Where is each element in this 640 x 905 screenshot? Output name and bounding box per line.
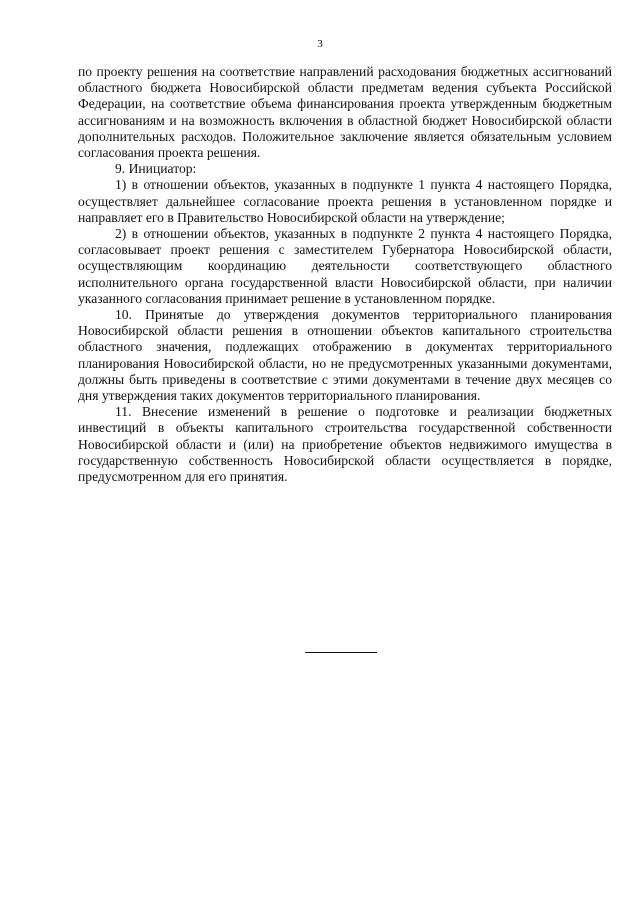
page-number: 3 [317, 38, 323, 50]
paragraph-clause-10: 10. Принятые до утверждения документов территориального планирования Новосибирской области решения в отношении объектов капитального строительства областного значения, подлежащих отображению в документах территориального планирования Новосибирской области, но не предусмотренных указанными документами, должны быть приведены в соответствие с этими документами в течение двух месяцев со дня утверждения таких документов территориального планирования. [78, 307, 612, 404]
paragraph-clause-9-item-1: 1) в отношении объектов, указанных в подпункте 1 пункта 4 настоящего Порядка, осуществляет дальнейшее согласование проекта решения в установленном порядке и направляет его в Правительство Новосибирской области на утверждение; [78, 177, 612, 225]
end-of-document-rule [305, 652, 377, 653]
paragraph-clause-9-item-2: 2) в отношении объектов, указанных в подпункте 2 пункта 4 настоящего Порядка, согласовывает проект решения с заместителем Губернатора Новосибирской области, осуществляющим координацию деятельности соответствующего областного исполнительного органа государственной власти Новосибирской области, при наличии указанного согласования принимает решение в установленном порядке. [78, 226, 612, 306]
document-body [78, 64, 612, 485]
paragraph-continuation: по проекту решения на соответствие направлений расходования бюджетных ассигнований областного бюджета Новосибирской области предметам ведения субъекта Российской Федерации, на соответствие объема финансирования проекта утвержденным бюджетным ассигнованиям и на возможность включения в областной бюджет Новосибирской области дополнительных расходов. Положительное заключение является обязательным условием согласования проекта решения. [78, 64, 612, 161]
paragraph-clause-11: 11. Внесение изменений в решение о подготовке и реализации бюджетных инвестиций в объекты капитального строительства государственной собственности Новосибирской области и (или) на приобретение объектов недвижимого имущества в государственную собственность Новосибирской области осуществляется в порядке, предусмотренном для его принятия. [78, 404, 612, 485]
paragraph-clause-9: 9. Инициатор: [115, 161, 197, 177]
